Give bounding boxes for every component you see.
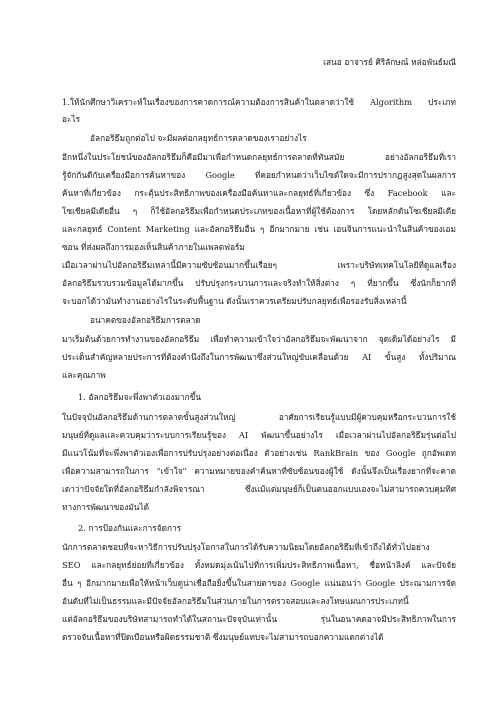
- section-heading: อัลกอริธึมถูกต่อไป จะมีผลต่อกลยุทธ์การตลาดของเราอย่างไร: [90, 133, 307, 143]
- body-line: ตรวจจับเนื้อหาที่ปิดเบือนหรือผิดธรรมชาติ ซึ่งมนุษย์แทบจะไม่สามารถบอกความแตกต่างได้: [62, 632, 384, 642]
- body-line: SEO และกลยุทธ์ย่อยที่เกี่ยวข้อง ทั้งหมดมุ่งเน้นไปที่การเพิ่มประสิทธิภาพเนื้อหา, ชื่อหน้าลิงค์ และปัจจัย: [62, 560, 456, 570]
- body-line: อัลกอริธึมรวบรวมข้อมูลได้มากขึ้น ปรับปรุงกระบวนการและจริงทำให้สิ่งต่าง ๆ ที่ยากขึ้น ซึ่งนักก็ยากที่: [62, 278, 456, 288]
- section-heading: อนาคตของอัลกอริธึมการตลาด: [90, 315, 201, 325]
- body-line: โซเชียลมีเดียอื่น ๆ ก็ใช้อัลกอริธึมเพื่อกำหนดประเภทของเนื้อหาที่ผู้ใช้ต้องการ โดยหลักดันโซเชียลมีเดีย: [62, 206, 456, 216]
- body-line: อีกหนึ่งในประโยชน์ของอัลกอริธึมก็คือมีมาเพื่อกำหนดกลยุทธ์การตลาดที่ทันสมัย อย่างอัลกอริธึมที่เรา: [62, 152, 456, 162]
- list-item-heading: 1. อัลกอริธึมจะพึ่งพาตัวเองมากขึ้น: [78, 392, 201, 402]
- body-line: ในปัจจุบันอัลกอริธึมด้านการตลาดขั้นสูงส่วนใหญ่ อาศัยการเรียนรู้แบบมีผู้ควบคุมหรือกระบวนการใช้: [62, 412, 456, 422]
- body-line: จะบอกได้ว่ามันทำงานอย่างไรในระดับพื้นฐาน ดังนั้นเราควรเตรียมปรับกลยุทธ์เพื่อรองรับสิ่งเหล่านี้: [62, 296, 407, 306]
- body-line: รู้จักกันดีกับเครื่องมือการค้นหาของ Google ที่คอยกำหนดว่าเว็บไซต์ใดจะมีการปรากฏสูงสุดในผลการ: [62, 170, 456, 180]
- question-line: อะไร: [62, 114, 81, 124]
- body-line: มนุษย์ที่ดูแลและควบคุมว่าระบบการเรียนรู้ของ AI พัฒนาขึ้นอย่างไร เมื่อเวลาผ่านไปอัลกอริธึมรุ่นต่อไป: [62, 430, 456, 440]
- body-line: ประเด็นสำคัญหลายประการที่ต้องคำนึงถึงในการพัฒนาซึ่งส่วนใหญ่ขับเคลื่อนด้วย AI ขั้นสูง ทั้งปริมาณ: [62, 352, 456, 362]
- body-line: ค้นหาที่เกี่ยวข้อง กระตุ้นประสิทธิภาพของเครื่องมือค้นหาและกลยุทธ์ที่เกี่ยวข้อง ซึ่ง Facebook และ: [62, 188, 456, 198]
- body-line: เพื่อความสามารถในการ "เข้าใจ" ความหมายของคำค้นหาที่ซับซ้อนของผู้ใช้ ดังนั้นจึงเป็นเรื่องยากที่จะคาด: [62, 466, 456, 476]
- body-line: อื่น ๆ อีกมากมายเพื่อให้หน้าเว็บดูน่าเชื่อถือยิ่งขึ้นในสายตาของ Google แน่นอนว่า Google ประณามการจัด: [62, 578, 456, 588]
- question-line: 1.ให้นักศึกษาวิเคราะห์ในเรื่องของการคาดการณ์ความต้องการสินค้าในตลาดว่าใช้ Algorithm ประเภท: [62, 97, 456, 107]
- body-line: แต่อัลกอริธึมของบริษัทสามารถทำได้ในสถานะปัจจุบันเท่านั้น รุ่นในอนาคตอาจมีประสิทธิภาพในการ: [62, 614, 456, 624]
- body-line: อันดับที่ไม่เป็นธรรมและมีปัจจัยอัลกอริธึมในส่วนภายในการตรวจสอบและลงโทษแผนการประเภทนี้: [62, 596, 409, 606]
- body-line: ซอน ที่ส่งผลถึงการมองเห็นสินค้าภายในแพลตฟอร์ม: [62, 242, 245, 252]
- body-line: มีแนวโน้มที่จะพึ่งพาตัวเองเพื่อการปรับปรุงอย่างต่อเนื่อง ตัวอย่างเช่น RankBrain ของ Google ถูกอัพเดท: [62, 448, 456, 458]
- author-line: เสนอ อาจารย์ ศิริลักษณ์ หล่อพันธ์มณี: [323, 57, 456, 67]
- body-line: เมื่อเวลาผ่านไปอัลกอริธึมเหล่านี้มีความซับซ้อนมากขึ้นเรื่อยๆ เพราะบริษัทเทคโนโลยีที่ดูแลเรื่อง: [62, 260, 456, 270]
- body-line: และกลยุทธ์ Content Marketing และอัลกอริธึมอื่น ๆ อีกมากมาย เช่น เอนจินการแนะนำในสินค้าของเอม: [62, 224, 456, 234]
- list-item-heading: 2. การป้องกันและการจัดการ: [78, 523, 182, 533]
- body-line: และคุณภาพ: [62, 370, 106, 380]
- body-line: ทางการพัฒนาของมันได้: [62, 502, 150, 512]
- body-line: นักการตลาดชอบที่จะหาวิธีการปรับปรุงโอกาสในการได้รับความนิยมโดยอัลกอริธึมที่เข้าถึงได้ทั่วไปอย่าง: [62, 542, 430, 552]
- body-line: มาเริ่มต้นด้วยการทำงานของอัลกอริธึม เพื่อทำความเข้าใจว่าอัลกอริธึมจะพัฒนาจาก จุดเดิมได้อย่างไร มี: [62, 334, 456, 344]
- body-line: เดาว่าปัจจัยใดที่อัลกอริธึมกำลังพิจารณา ซึ่งแม้แต่มนุษย์ก็เป็นคนออกแบบเองจะไม่สามารถควบคุมทิศ: [62, 484, 456, 494]
